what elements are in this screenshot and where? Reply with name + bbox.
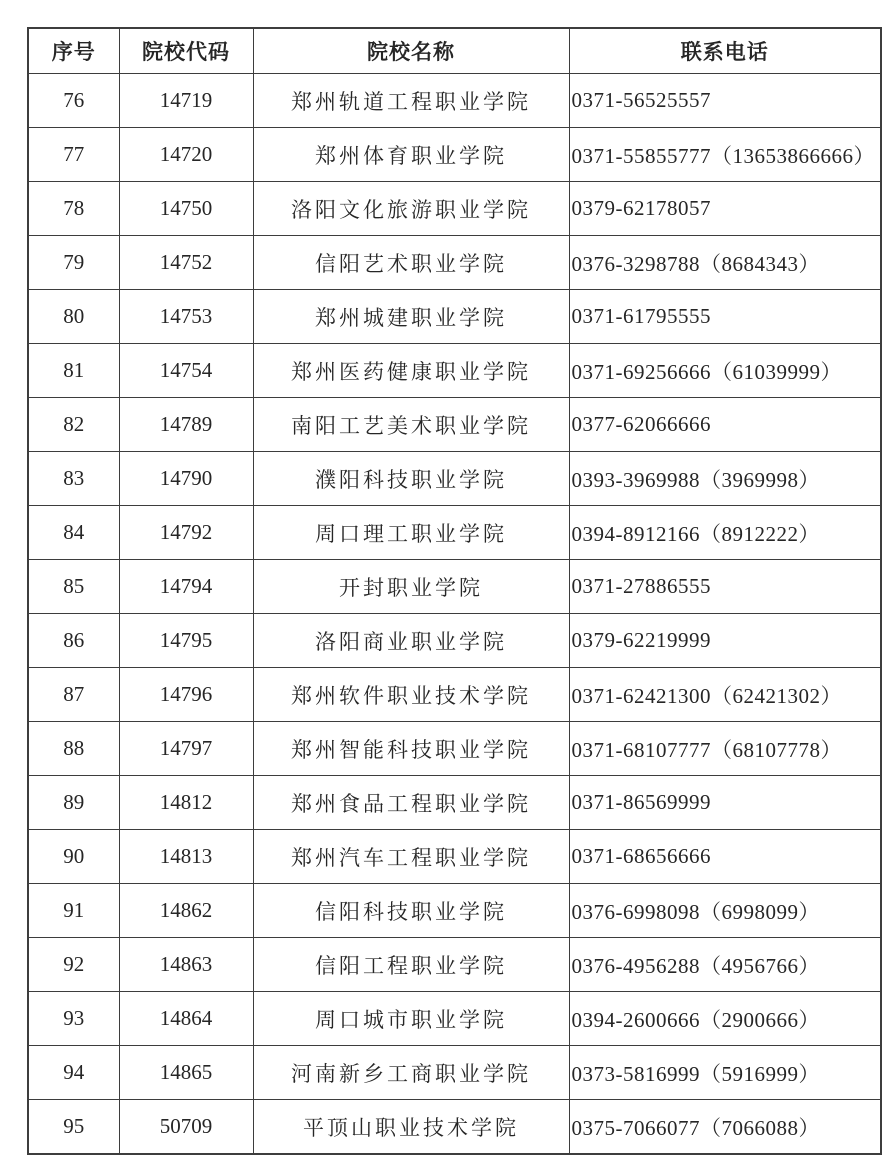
name-cell: 郑州医药健康职业学院 <box>253 344 569 398</box>
seq-cell: 92 <box>28 938 119 992</box>
table-row <box>28 182 881 236</box>
code-cell: 14863 <box>119 938 253 992</box>
table-header <box>28 28 881 74</box>
name-cell: 信阳艺术职业学院 <box>253 236 569 290</box>
seq-cell: 85 <box>28 560 119 614</box>
phone-cell: 0379-62219999 <box>569 614 881 668</box>
name-cell: 郑州体育职业学院 <box>253 128 569 182</box>
code-cell: 50709 <box>119 1100 253 1155</box>
seq-cell: 91 <box>28 884 119 938</box>
table-row <box>28 992 881 1046</box>
phone-cell: 0377-62066666 <box>569 398 881 452</box>
name-cell: 河南新乡工商职业学院 <box>253 1046 569 1100</box>
name-cell: 信阳工程职业学院 <box>253 938 569 992</box>
code-cell: 14812 <box>119 776 253 830</box>
code-cell: 14797 <box>119 722 253 776</box>
name-cell: 洛阳文化旅游职业学院 <box>253 182 569 236</box>
name-cell: 周口城市职业学院 <box>253 992 569 1046</box>
table-row <box>28 74 881 128</box>
seq-cell: 80 <box>28 290 119 344</box>
code-cell: 14750 <box>119 182 253 236</box>
phone-cell: 0371-68107777（68107778） <box>569 722 881 776</box>
name-cell: 濮阳科技职业学院 <box>253 452 569 506</box>
header-phone: 联系电话 <box>569 28 881 74</box>
name-cell: 信阳科技职业学院 <box>253 884 569 938</box>
name-cell: 郑州城建职业学院 <box>253 290 569 344</box>
code-cell: 14794 <box>119 560 253 614</box>
table-row <box>28 290 881 344</box>
seq-cell: 79 <box>28 236 119 290</box>
phone-cell: 0371-68656666 <box>569 830 881 884</box>
name-cell: 南阳工艺美术职业学院 <box>253 398 569 452</box>
table-row <box>28 452 881 506</box>
phone-cell: 0371-86569999 <box>569 776 881 830</box>
phone-cell: 0371-69256666（61039999） <box>569 344 881 398</box>
table-row <box>28 506 881 560</box>
phone-cell: 0371-55855777（13653866666） <box>569 128 881 182</box>
name-cell: 郑州轨道工程职业学院 <box>253 74 569 128</box>
phone-cell: 0379-62178057 <box>569 182 881 236</box>
phone-cell: 0375-7066077（7066088） <box>569 1100 881 1155</box>
code-cell: 14720 <box>119 128 253 182</box>
code-cell: 14796 <box>119 668 253 722</box>
table-row <box>28 722 881 776</box>
seq-cell: 86 <box>28 614 119 668</box>
seq-cell: 88 <box>28 722 119 776</box>
phone-cell: 0371-62421300（62421302） <box>569 668 881 722</box>
seq-cell: 77 <box>28 128 119 182</box>
phone-cell: 0376-4956288（4956766） <box>569 938 881 992</box>
table-row <box>28 1046 881 1100</box>
code-cell: 14792 <box>119 506 253 560</box>
table-row <box>28 236 881 290</box>
table-row <box>28 938 881 992</box>
phone-cell: 0371-61795555 <box>569 290 881 344</box>
table-row <box>28 344 881 398</box>
phone-cell: 0394-2600666（2900666） <box>569 992 881 1046</box>
table-row <box>28 398 881 452</box>
name-cell: 郑州汽车工程职业学院 <box>253 830 569 884</box>
code-cell: 14790 <box>119 452 253 506</box>
seq-cell: 89 <box>28 776 119 830</box>
table-row <box>28 776 881 830</box>
name-cell: 郑州智能科技职业学院 <box>253 722 569 776</box>
phone-cell: 0371-27886555 <box>569 560 881 614</box>
seq-cell: 81 <box>28 344 119 398</box>
header-code: 院校代码 <box>119 28 253 74</box>
table-row <box>28 560 881 614</box>
table-row <box>28 614 881 668</box>
phone-cell: 0393-3969988（3969998） <box>569 452 881 506</box>
table-body <box>28 74 881 1155</box>
seq-cell: 90 <box>28 830 119 884</box>
seq-cell: 78 <box>28 182 119 236</box>
table-row <box>28 1100 881 1155</box>
name-cell: 洛阳商业职业学院 <box>253 614 569 668</box>
code-cell: 14864 <box>119 992 253 1046</box>
seq-cell: 93 <box>28 992 119 1046</box>
code-cell: 14813 <box>119 830 253 884</box>
name-cell: 郑州食品工程职业学院 <box>253 776 569 830</box>
header-row <box>28 28 881 74</box>
phone-cell: 0394-8912166（8912222） <box>569 506 881 560</box>
header-seq: 序号 <box>28 28 119 74</box>
seq-cell: 84 <box>28 506 119 560</box>
seq-cell: 82 <box>28 398 119 452</box>
code-cell: 14719 <box>119 74 253 128</box>
code-cell: 14753 <box>119 290 253 344</box>
phone-cell: 0376-3298788（8684343） <box>569 236 881 290</box>
code-cell: 14754 <box>119 344 253 398</box>
table-row <box>28 830 881 884</box>
table-row <box>28 128 881 182</box>
name-cell: 郑州软件职业技术学院 <box>253 668 569 722</box>
phone-cell: 0376-6998098（6998099） <box>569 884 881 938</box>
institutions-contact-table <box>27 27 882 1155</box>
code-cell: 14752 <box>119 236 253 290</box>
name-cell: 周口理工职业学院 <box>253 506 569 560</box>
phone-cell: 0371-56525557 <box>569 74 881 128</box>
seq-cell: 87 <box>28 668 119 722</box>
code-cell: 14789 <box>119 398 253 452</box>
seq-cell: 94 <box>28 1046 119 1100</box>
seq-cell: 76 <box>28 74 119 128</box>
code-cell: 14865 <box>119 1046 253 1100</box>
header-name: 院校名称 <box>253 28 569 74</box>
code-cell: 14795 <box>119 614 253 668</box>
seq-cell: 95 <box>28 1100 119 1155</box>
code-cell: 14862 <box>119 884 253 938</box>
table-row <box>28 884 881 938</box>
phone-cell: 0373-5816999（5916999） <box>569 1046 881 1100</box>
table-row <box>28 668 881 722</box>
name-cell: 开封职业学院 <box>253 560 569 614</box>
seq-cell: 83 <box>28 452 119 506</box>
name-cell: 平顶山职业技术学院 <box>253 1100 569 1155</box>
